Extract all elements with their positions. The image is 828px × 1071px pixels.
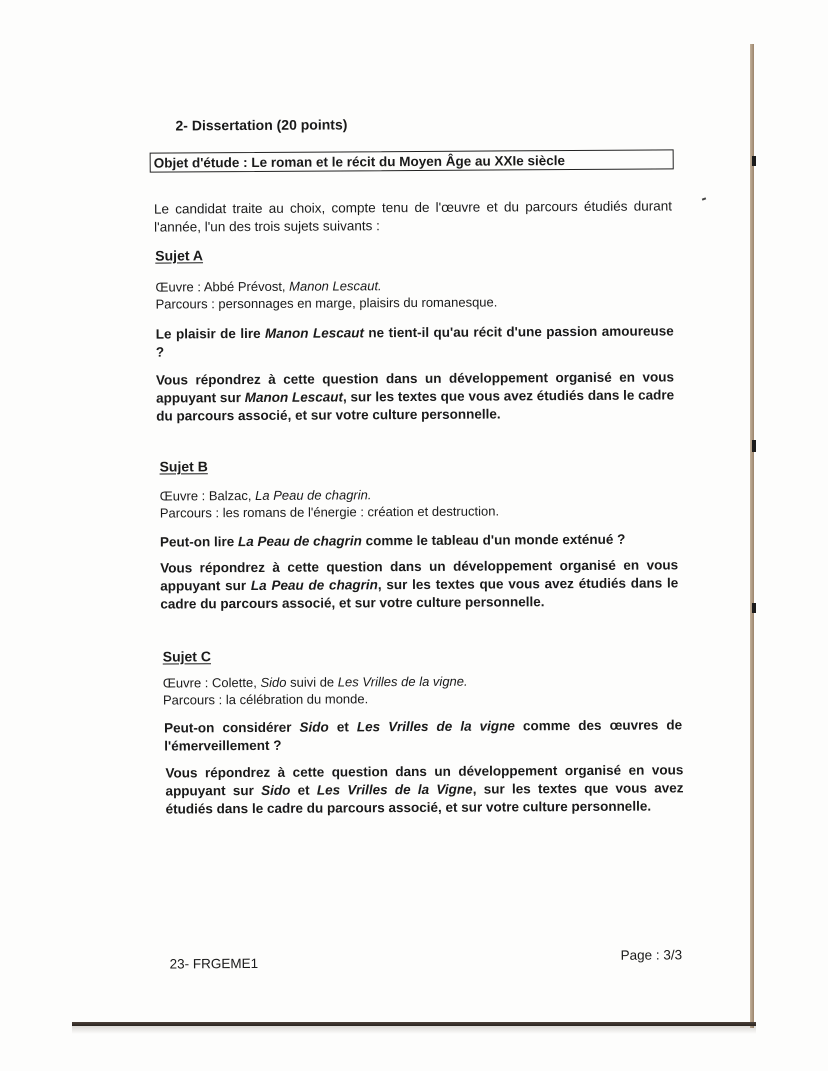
question-work-title: La Peau de chagrin — [237, 533, 362, 550]
oeuvre-prefix: Œuvre : Balzac, — [159, 487, 256, 504]
sujet-a-question — [156, 322, 674, 361]
consigne-work-title: Manon Lescaut — [244, 389, 344, 406]
oeuvre-title: Manon Lescaut. — [289, 278, 382, 294]
oeuvre-prefix: Œuvre : Colette, — [162, 674, 261, 691]
consigne-text: , sur les textes que vous avez étudiés dans le cadre du parcours associé, et sur votre culture personnelle. — [165, 780, 684, 817]
sujet-a-consigne — [156, 368, 674, 425]
consigne-text: et — [290, 782, 317, 798]
question-text: et — [328, 719, 357, 735]
sujet-b-consigne — [160, 556, 678, 613]
oeuvre-connector: suivi de — [286, 674, 338, 690]
oeuvre-title: Les Vrilles de la vigne. — [337, 673, 468, 690]
consigne-text: , sur les textes que vous avez étudiés dans le cadre du parcours associé, et sur votre culture personnelle. — [160, 575, 679, 612]
sujet-c-question — [164, 716, 682, 755]
oeuvre-prefix: Œuvre : Abbé Prévost, — [155, 278, 290, 295]
sujet-b-parcours: Parcours : les romans de l'énergie : création et destruction. — [159, 503, 500, 521]
question-work-title: Sido — [299, 719, 329, 735]
question-text: comme des œuvres de l'émerveillement ? — [164, 717, 683, 754]
sujet-c-consigne — [165, 761, 683, 818]
question-text: comme le tableau d'un monde exténué ? — [361, 531, 626, 549]
intro-paragraph: Le candidat traite au choix, compte tenu de l'œuvre et du parcours étudiés durant l'année, l'un des trois sujets suivants : — [153, 198, 673, 235]
consigne-text: , sur les textes que vous avez étudiés dans le cadre du parcours associé, et sur votre culture personnelle. — [156, 387, 675, 424]
sujet-c-parcours: Parcours : la célébration du monde. — [162, 691, 369, 708]
question-text: Peut-on lire — [159, 534, 239, 550]
question-text: Le plaisir de lire — [155, 325, 266, 342]
question-text: ne tient-il qu'au récit d'une passion amoureuse ? — [155, 323, 674, 360]
consigne-text: Vous répondrez à cette question dans un développement organisé en vous appuyant sur — [160, 557, 679, 594]
sujet-b-references — [160, 484, 680, 521]
consigne-work-title: Sido — [261, 782, 291, 798]
sujet-b-title: Sujet B — [159, 458, 208, 475]
section-title: 2- Dissertation (20 points) — [175, 116, 348, 134]
question-work-title: Manon Lescaut — [264, 325, 365, 341]
consigne-work-title: Les Vrilles de la Vigne — [316, 781, 473, 798]
oeuvre-title: La Peau de chagrin. — [255, 487, 372, 503]
sujet-c-references — [163, 671, 683, 708]
consigne-work-title: La Peau de chagrin — [250, 577, 378, 593]
objet-etude-box: Objet d'étude : Le roman et le récit du Moyen Âge au XXIe siècle — [150, 149, 674, 172]
sujet-a-title: Sujet A — [155, 247, 204, 264]
footer-exam-code: 23- FRGEME1 — [169, 955, 259, 972]
consigne-text: Vous répondrez à cette question dans un développement organisé en vous appuyant sur — [165, 762, 684, 799]
question-text: Peut-on considérer — [164, 719, 300, 736]
sujet-a-parcours: Parcours : personnages en marge, plaisirs du romanesque. — [155, 294, 498, 312]
sujet-a-references — [155, 275, 675, 312]
question-work-title: Les Vrilles de la vigne — [356, 718, 515, 735]
sujet-b-question — [160, 530, 678, 551]
consigne-text: Vous répondrez à cette question dans un développement organisé en vous appuyant sur — [155, 369, 675, 406]
footer-page-number: Page : 3/3 — [620, 947, 683, 963]
sujet-c-title: Sujet C — [162, 648, 211, 665]
oeuvre-title: Sido — [260, 674, 287, 690]
